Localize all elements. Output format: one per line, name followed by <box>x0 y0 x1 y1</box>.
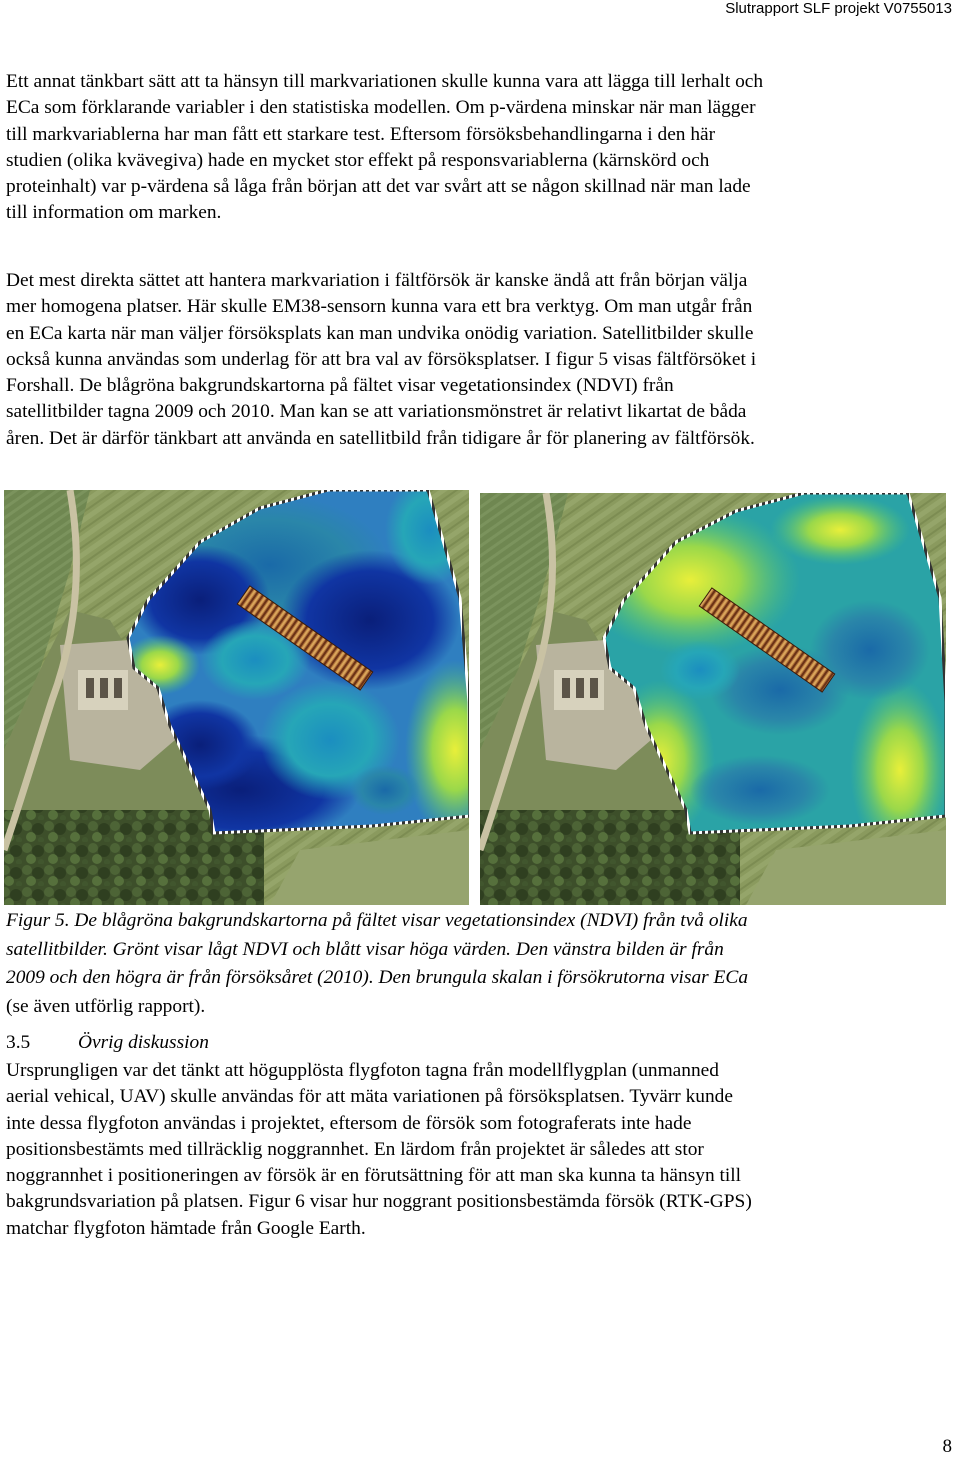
text-line: Ett annat tänkbart sätt att ta hänsyn till markvariationen skulle kunna vara att lägga till lerhalt och <box>6 71 764 92</box>
text-line: Det mest direkta sättet att hantera markvariation i fältförsök är kanske ändå att från början välja <box>6 270 748 291</box>
map-2009 <box>4 490 505 905</box>
text-line: åren. Det är därför tänkbart att använda en satellitbild från tidigare år för planering av fältförsök. <box>6 427 755 449</box>
caption-line: (se även utförlig rapport). <box>6 995 206 1017</box>
running-header: Slutrapport SLF projekt V0755013 <box>725 0 952 17</box>
text-line: studien (olika kvävegiva) hade en mycket stor effekt på responsvariablerna (kärnskörd och <box>6 149 710 171</box>
section-title: Övrig diskussion <box>78 1032 209 1053</box>
section-number: 3.5 <box>6 1032 31 1053</box>
text-line: bakgrundsvariation på platsen. Figur 6 visar hur noggrant positionsbestämda försök (RTK-GPS) <box>6 1191 752 1213</box>
text-line: positionsbestämts med tillräcklig noggrannhet. En lärdom från projektet är således att stor <box>6 1138 704 1160</box>
body-paragraph-2 <box>6 268 954 452</box>
body-paragraph-3 <box>6 1058 954 1242</box>
text-line: inte dessa flygfoton användas i projektet, eftersom de försök som fotograferats inte hade <box>6 1112 692 1134</box>
figure-caption <box>6 907 748 1021</box>
text-line: ECa som förklarande variabler i den statistiska modellen. Om p-värdena minskar när man lägger <box>6 97 756 119</box>
text-line: proteinhalt) var p-värdena så låga från början att det var svårt att se någon skillnad när man lade <box>6 176 751 198</box>
text-line: till markvariablerna har man fått ett starkare test. Eftersom försöksbehandlingarna i den här <box>6 123 716 145</box>
text-line: mer homogena platser. Här skulle EM38-sensorn kunna vara ett bra verktyg. Om man utgår från <box>6 296 753 318</box>
caption-line: satellitbilder. Grönt visar lågt NDVI och blått visar höga värden. Den vänstra bilden är från <box>6 938 724 960</box>
text-line: satellitbilder tagna 2009 och 2010. Man kan se att variationsmönstret är relativt likartat de båda <box>6 401 747 423</box>
body-paragraph-1 <box>6 69 954 227</box>
text-line: Ursprungligen var det tänkt att högupplösta flygfoton tagna från modellflygplan (unmanned <box>6 1060 719 1081</box>
map-2010 <box>480 490 946 905</box>
caption-line: 2009 och den högra är från försöksåret (2010). Den brungula skalan i försökrutorna visar ECa <box>6 967 749 988</box>
section-heading <box>6 1030 209 1056</box>
text-line: en ECa karta när man väljer försöksplats kan man undvika onödig variation. Satellitbilder skulle <box>6 322 754 344</box>
text-line: också kunna användas som underlag för att bra val av försöksplatser. I figur 5 visas fältförsöket i <box>6 348 757 370</box>
text-line: Forshall. De blågröna bakgrundskartorna på fältet visar vegetationsindex (NDVI) från <box>6 375 674 397</box>
page-number: 8 <box>942 1436 952 1457</box>
text-line: till information om marken. <box>6 202 222 224</box>
text-line: noggrannhet i positioneringen av försök är en förutsättning för att man ska kunna ta hänsyn till <box>6 1165 742 1187</box>
figure-5-maps <box>0 490 946 905</box>
text-line: matchar flygfoton hämtade från Google Earth. <box>6 1217 366 1239</box>
caption-line: Figur 5. De blågröna bakgrundskartorna på fältet visar vegetationsindex (NDVI) från två olika <box>6 910 748 931</box>
text-line: aerial vehical, UAV) skulle användas för att mäta variationen på försöksplatsen. Tyvärr kunde <box>6 1086 733 1108</box>
